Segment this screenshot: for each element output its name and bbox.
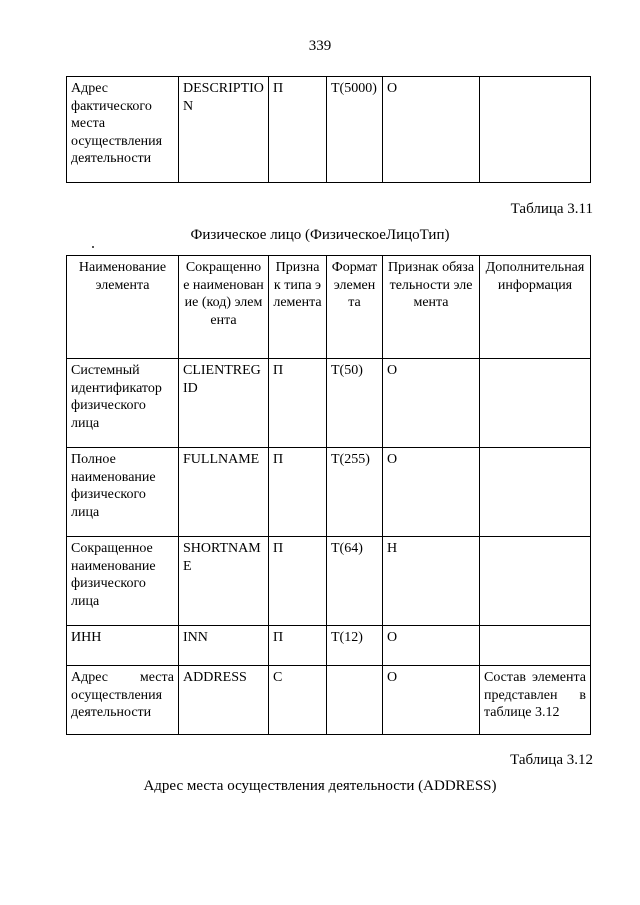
element-code-cell: FULLNAME [179,448,269,537]
table-row [67,626,591,666]
element-required-cell: О [383,77,480,183]
table-row [67,359,591,448]
column-header-info: Дополнительная информация [480,256,591,359]
table-3-12-title: Адрес места осуществления деятельности (ADDRESS) [143,778,497,794]
element-required-cell: О [383,359,480,448]
table-3-11-title: Физическое лицо (ФизическоеЛицоТип) [190,227,450,243]
table-header-row [67,256,591,359]
table-3-11-label: Таблица 3.11 [510,201,593,217]
element-format-cell: T(50) [327,359,383,448]
element-type-cell: П [269,626,327,666]
stray-mark [92,246,94,248]
element-info-cell [480,448,591,537]
continued-table [66,76,591,183]
element-type-cell: С [269,666,327,735]
table-3-12-label: Таблица 3.12 [510,752,593,768]
element-format-cell: T(5000) [327,77,383,183]
table-row [67,77,591,183]
column-header-type: Признак типа элемента [269,256,327,359]
element-type-cell: П [269,359,327,448]
element-format-cell: T(255) [327,448,383,537]
element-info-cell: Состав элемента представлен в таблице 3.12 [480,666,591,735]
element-info-cell [480,359,591,448]
element-name-cell: ИНН [67,626,179,666]
element-type-cell: П [269,77,327,183]
element-info-cell [480,77,591,183]
element-code-cell: DESCRIPTION [179,77,269,183]
element-required-cell: О [383,666,480,735]
element-name-cell: Сокращенное наименование физического лица [67,537,179,626]
element-info-cell [480,626,591,666]
element-name-cell: Адрес места осуществления деятельности [67,666,179,735]
element-code-cell: INN [179,626,269,666]
column-header-name: Наименование элемента [67,256,179,359]
element-name-cell: Системный идентификатор физического лица [67,359,179,448]
table-row [67,666,591,735]
element-info-cell [480,537,591,626]
element-format-cell [327,666,383,735]
element-code-cell: CLIENTREGID [179,359,269,448]
element-name-cell: Полное наименование физического лица [67,448,179,537]
element-type-cell: П [269,537,327,626]
page-number: 339 [308,38,332,54]
element-required-cell: О [383,448,480,537]
table-3-11 [66,255,591,735]
element-required-cell: О [383,626,480,666]
column-header-required: Признак обязательности элемента [383,256,480,359]
column-header-code: Сокращенное наименование (код) элемента [179,256,269,359]
element-code-cell: SHORTNAME [179,537,269,626]
table-row [67,537,591,626]
element-required-cell: Н [383,537,480,626]
element-name-cell: Адрес фактического места осуществления деятельности [67,77,179,183]
element-type-cell: П [269,448,327,537]
element-code-cell: ADDRESS [179,666,269,735]
element-format-cell: T(64) [327,537,383,626]
element-format-cell: T(12) [327,626,383,666]
column-header-format: Формат элемента [327,256,383,359]
table-row [67,448,591,537]
